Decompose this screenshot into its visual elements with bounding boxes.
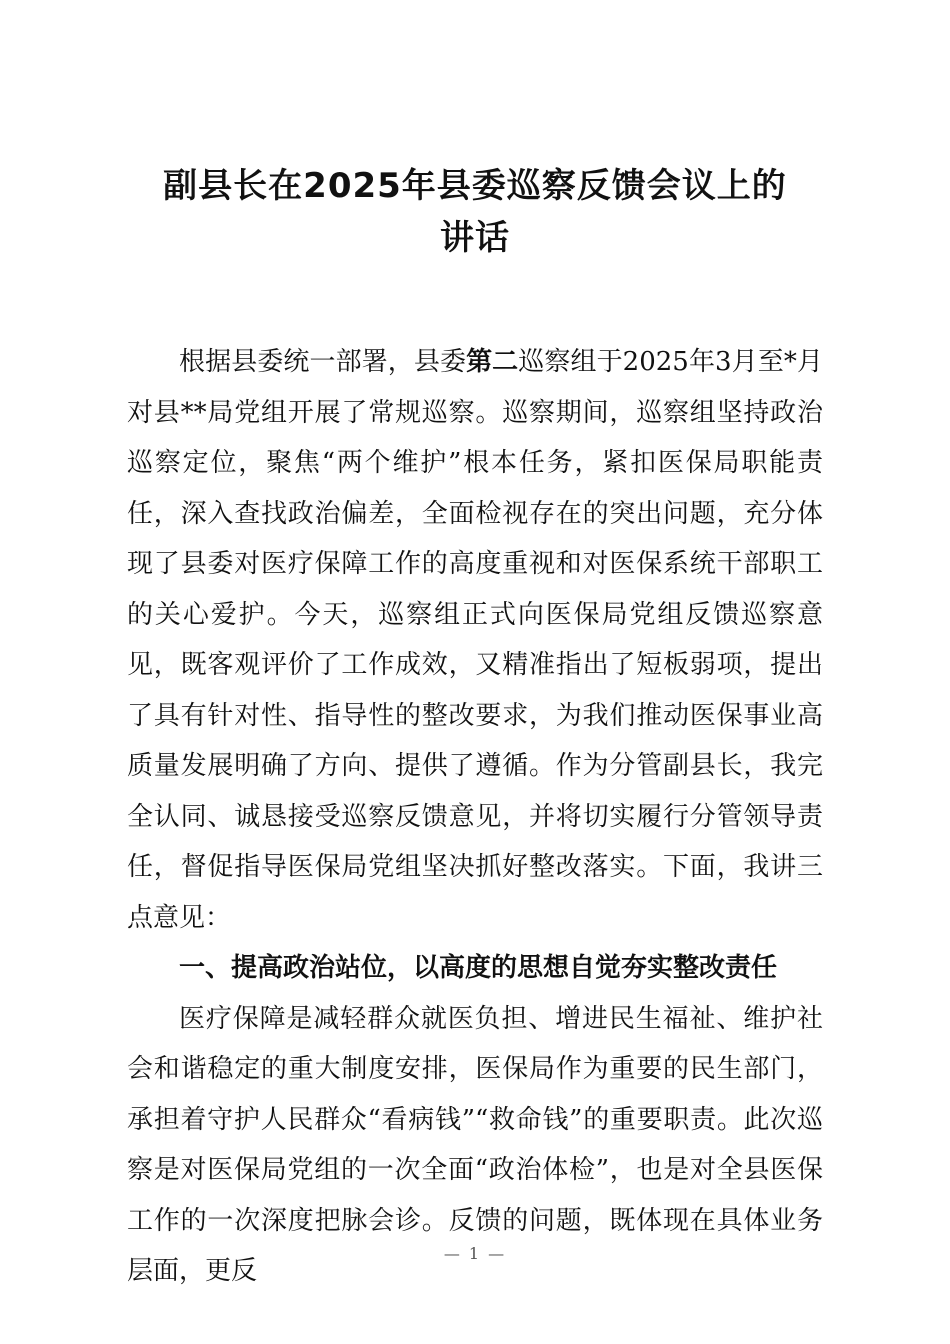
page-number: — 1 — <box>443 1244 507 1263</box>
title-line-2: 讲话 <box>440 218 510 258</box>
paragraph-intro-text-a: 根据县委统一部署，县委 <box>179 347 467 377</box>
paragraph-intro-text-b: 巡察组于2025年3月至*月对县**局党组开展了常规巡察。巡察期间，巡察组坚持政治巡察定位，聚焦“两个维护”根本任务，紧扣医保局职能责任，深入查找政治偏差，全面检视存在的突出问题，充分体现了县委对医疗保障工作的高度重视和对医保系统干部职工的关心爱护。今天，巡察组正式向医保局党组反馈巡察意见，既客观评价了工作成效，又精准指出了短板弱项，提出了具有针对性、指导性的整改要求，为我们推动医保事业高质量发展明确了方向、提供了遵循。作为分管副县长，我完全认同、诚恳接受巡察反馈意见，并将切实履行分管领导责任，督促指导医保局党组坚决抓好整改落实。下面，我讲三点意见： <box>127 347 823 933</box>
title-line-1: 副县长在2025年县委巡察反馈会议上的 <box>163 166 787 206</box>
paragraph-intro-bold-text: 第二 <box>466 347 519 377</box>
document-body <box>127 337 823 1297</box>
document-title <box>120 160 830 264</box>
section-heading-1: 一、提高政治站位，以高度的思想自觉夯实整改责任 <box>179 953 778 983</box>
paragraph-intro <box>127 337 823 943</box>
paragraph-section-1: 医疗保障是减轻群众就医负担、增进民生福祉、维护社会和谐稳定的重大制度安排，医保局作为重要的民生部门，承担着守护人民群众“看病钱”“救命钱”的重要职责。此次巡察是对医保局党组的一次全面“政治体检”，也是对全县医保工作的一次深度把脉会诊。反馈的问题，既体现在具体业务层面，更反 <box>127 1003 823 1286</box>
